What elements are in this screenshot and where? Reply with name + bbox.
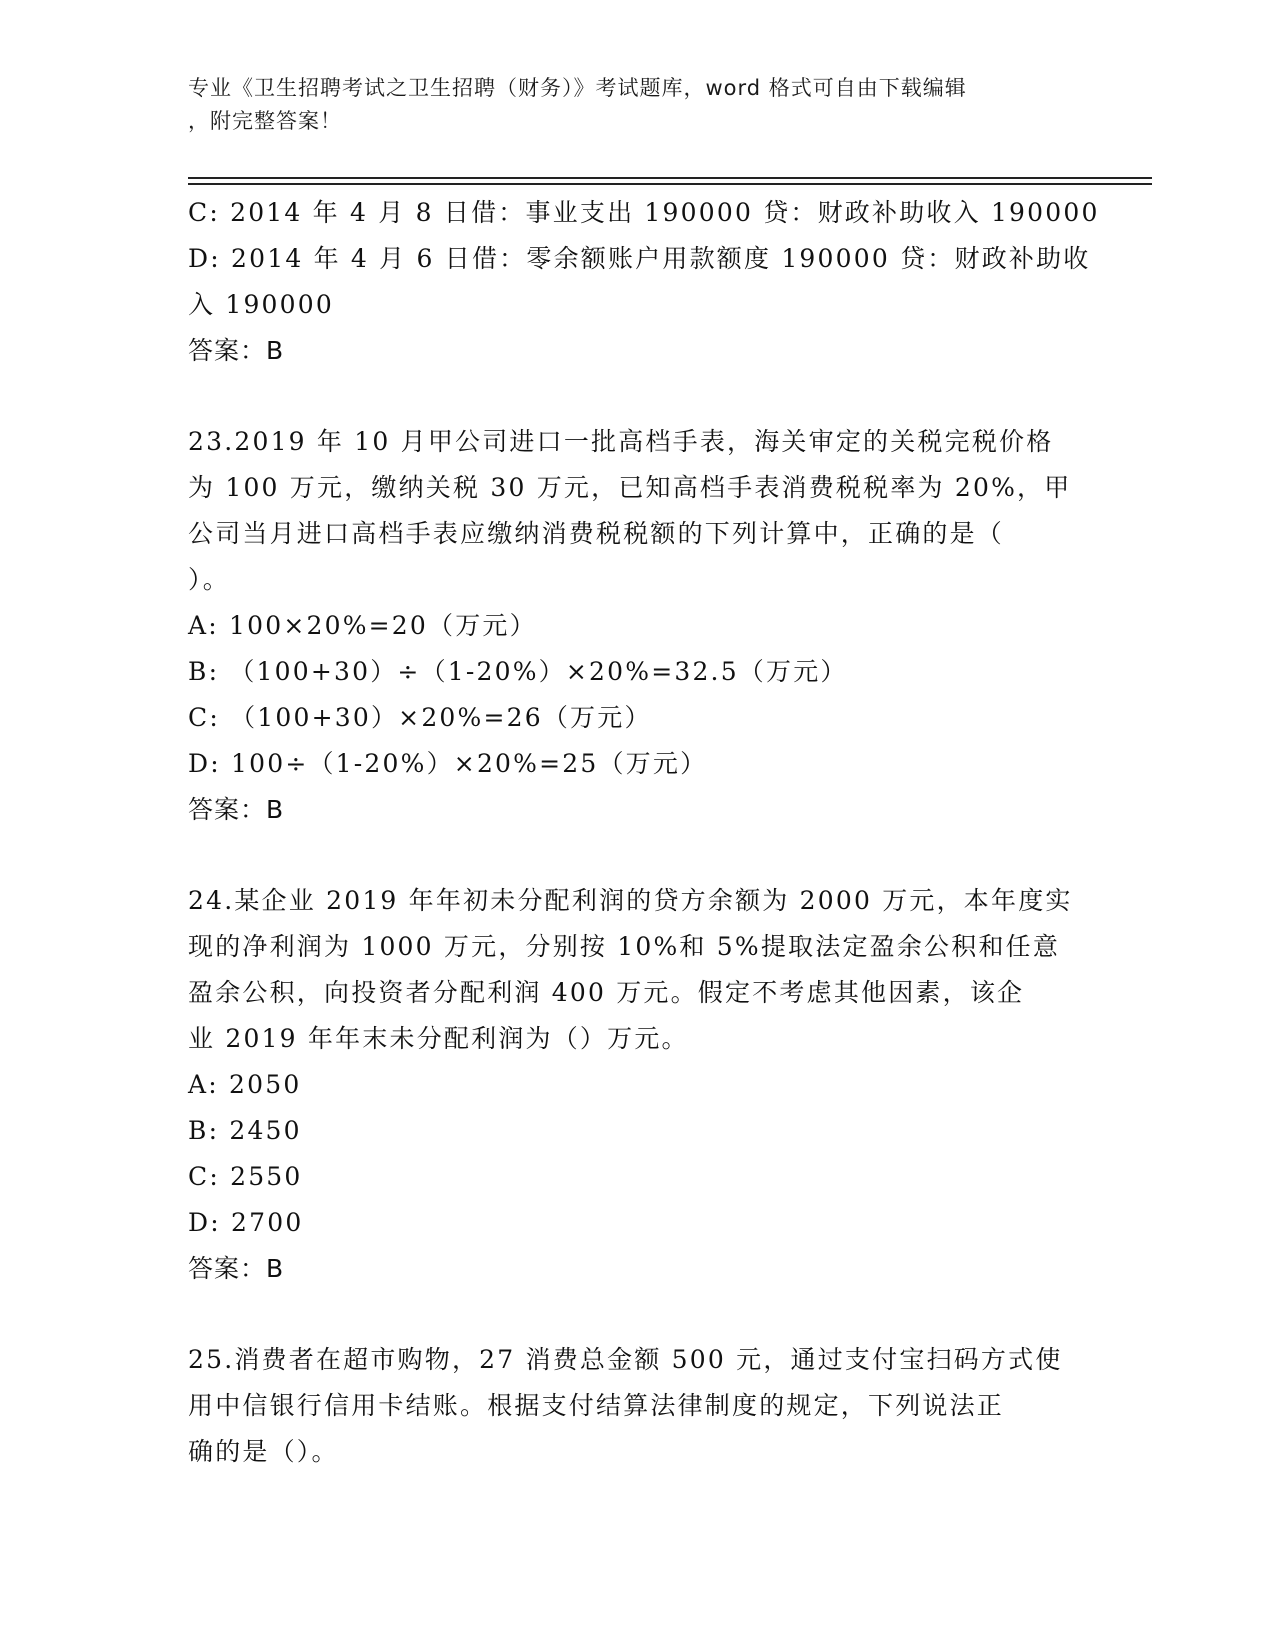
option-b: B: 2450: [188, 1116, 302, 1145]
question-stem: ）。: [188, 565, 230, 594]
answer: 答案：B: [188, 795, 285, 824]
document-body: [188, 190, 1100, 1475]
question-stem: 用中信银行信用卡结账。根据支付结算法律制度的规定，下列说法正: [188, 1391, 1005, 1420]
answer: 答案：B: [188, 1254, 285, 1283]
header-divider-top: [188, 177, 1152, 179]
question-22: [188, 190, 1100, 374]
question-stem: 确的是（）。: [188, 1437, 339, 1466]
question-stem: 现的净利润为 1000 万元，分别按 10%和 5%提取法定盈余公积和任意: [188, 932, 1061, 961]
option-d: D: 100÷（1-20%）×20%=25（万元）: [188, 749, 708, 778]
spacer: [188, 374, 1088, 419]
option-d: D: 2700: [188, 1208, 304, 1237]
header-divider-bottom: [188, 183, 1152, 185]
option-c: C: （100+30）×20%=26（万元）: [188, 703, 652, 732]
option-a: A: 100×20%=20（万元）: [188, 611, 537, 640]
option-b: B: （100+30）÷（1-20%）×20%=32.5（万元）: [188, 657, 848, 686]
question-stem: 24.某企业 2019 年年初未分配利润的贷方余额为 2000 万元，本年度实: [188, 886, 1073, 915]
spacer: [188, 833, 1088, 878]
question-stem: 为 100 万元，缴纳关税 30 万元，已知高档手表消费税税率为 20%，甲: [188, 473, 1072, 502]
option-c: C: 2550: [188, 1162, 303, 1191]
question-stem: 公司当月进口高档手表应缴纳消费税税额的下列计算中，正确的是（: [188, 519, 1005, 548]
option-d: D: 2014 年 4 月 6 日借：零余额账户用款额度 190000 贷：财政补助收: [188, 244, 1091, 273]
answer: 答案：B: [188, 336, 285, 365]
question-stem: 25.消费者在超市购物，27 消费总金额 500 元，通过支付宝扫码方式使: [188, 1345, 1063, 1374]
question-stem: 盈余公积，向投资者分配利润 400 万元。假定不考虑其他因素，该企: [188, 978, 1025, 1007]
spacer: [188, 1292, 1088, 1337]
question-23: [188, 419, 1088, 833]
document-header: [188, 72, 1078, 138]
question-25: [188, 1337, 1088, 1475]
option-c: C: 2014 年 4 月 8 日借：事业支出 190000 贷：财政补助收入 190000: [188, 198, 1100, 227]
option-a: A: 2050: [188, 1070, 302, 1099]
option-d-continued: 入 190000: [188, 290, 334, 319]
question-stem: 业 2019 年年末未分配利润为（）万元。: [188, 1024, 689, 1053]
question-stem: 23.2019 年 10 月甲公司进口一批高档手表，海关审定的关税完税价格: [188, 427, 1054, 456]
question-24: [188, 878, 1088, 1292]
header-line-2: ，附完整答案！: [188, 109, 342, 133]
header-line-1: 专业《卫生招聘考试之卫生招聘（财务）》考试题库，word 格式可自由下载编辑: [188, 76, 967, 100]
